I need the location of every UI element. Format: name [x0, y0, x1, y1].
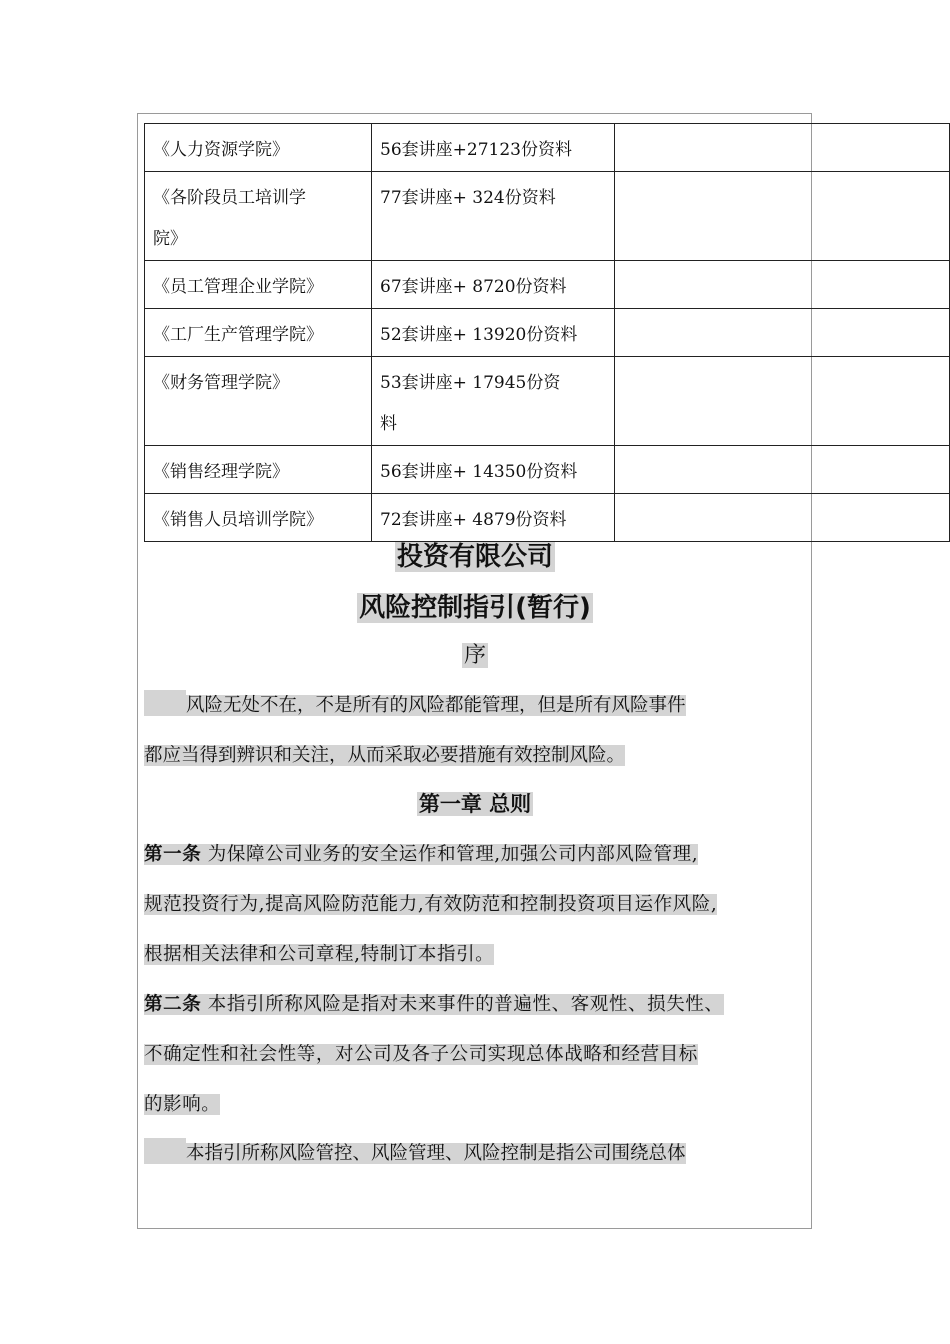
- course-note: [615, 357, 950, 446]
- article-2-continuation: 本指引所称风险管控、风险管理、风险控制是指公司围绕总体: [144, 1129, 814, 1179]
- preface-heading: 序: [463, 643, 486, 668]
- table-row: [145, 261, 950, 309]
- article-label: 第二条: [144, 994, 202, 1015]
- course-note: [615, 309, 950, 357]
- course-note: [615, 172, 950, 261]
- document-title: 投资有限公司: [396, 542, 553, 572]
- course-content: 56套讲座+27123份资料: [372, 124, 615, 172]
- document-subtitle: 风险控制指引(暂行): [359, 593, 591, 623]
- table-row: [145, 124, 950, 172]
- indent-shading: [144, 690, 186, 716]
- course-name: 《财务管理学院》: [145, 357, 372, 446]
- course-note: [615, 494, 950, 542]
- course-note: [615, 446, 950, 494]
- course-note: [615, 261, 950, 309]
- course-content: 53套讲座+ 17945份资 料: [372, 357, 615, 446]
- chapter-heading: 第一章 总则: [418, 792, 532, 816]
- article-2: 第二条 本指引所称风险是指对未来事件的普遍性、客观性、损失性、 不确定性和社会性等，对公司及各子公司实现总体战略和经营目标 的影响。: [144, 994, 724, 1115]
- course-name: 《销售人员培训学院》: [145, 494, 372, 542]
- course-name: 《工厂生产管理学院》: [145, 309, 372, 357]
- course-name: 《员工管理企业学院》: [145, 261, 372, 309]
- article-1: 第一条 为保障公司业务的安全运作和管理,加强公司内部风险管理, 规范投资行为,提高风险防范能力,有效防范和控制投资项目运作风险, 根据相关法律和公司章程,特制订本指引。: [144, 844, 718, 965]
- course-name: 《各阶段员工培训学 院》: [145, 172, 372, 261]
- preface-paragraph: 风险无处不在，不是所有的风险都能管理，但是所有风险事件 都应当得到辨识和关注，从而采取必要措施有效控制风险。: [144, 681, 814, 781]
- course-content: 52套讲座+ 13920份资料: [372, 309, 615, 357]
- article-label: 第一条: [144, 844, 202, 865]
- indent-shading: [144, 1138, 186, 1164]
- table-row: [145, 357, 950, 446]
- table-row: [145, 172, 950, 261]
- course-name: 《销售经理学院》: [145, 446, 372, 494]
- table-row: [145, 309, 950, 357]
- course-content: 67套讲座+ 8720份资料: [372, 261, 615, 309]
- course-note: [615, 124, 950, 172]
- course-table: [144, 123, 950, 542]
- course-content: 77套讲座+ 324份资料: [372, 172, 615, 261]
- table-row: [145, 446, 950, 494]
- table-row: [145, 494, 950, 542]
- course-content: 72套讲座+ 4879份资料: [372, 494, 615, 542]
- course-name: 《人力资源学院》: [145, 124, 372, 172]
- course-content: 56套讲座+ 14350份资料: [372, 446, 615, 494]
